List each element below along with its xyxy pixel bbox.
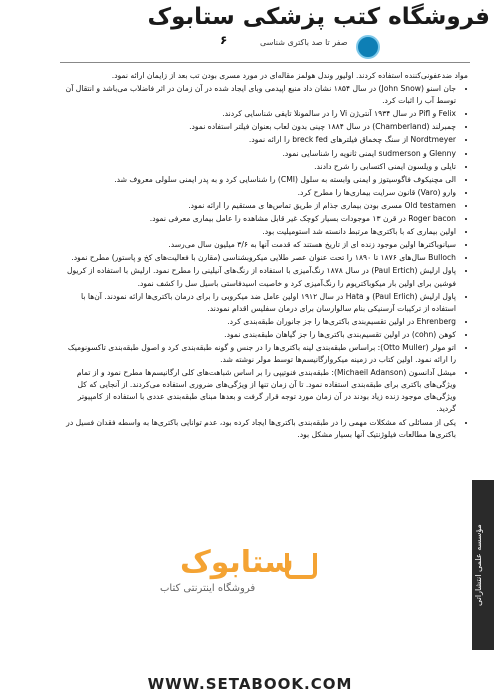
watermark-subtitle: فروشگاه اینترنتی کتاب [160, 583, 256, 594]
list-item: • Old testamen مسری بودن بیماری جذام از طریق تماس‌ها ی مستقیم را ارائه نمود. [60, 200, 456, 212]
book-subtitle: صفر تا صد باکتری شناسی [260, 38, 348, 47]
list-item: • Roger bacon در قرن ۱۳ موجودات بسیار کوچک غیر قابل مشاهده را عامل بیماری معرفی نمود. [60, 213, 456, 225]
history-list [60, 83, 468, 441]
list-item: • Bulloch سال‌های ۱۸۷۶ تا ۱۸۹۰ را تحت عنوان عصر طلایی میکروبشناسی (مقارن با فعالیت‌های کخ و پاستور) مطرح نمود. [60, 252, 456, 264]
list-item: • میشل آدانسون (Michaeil Adanson): طبقه‌بندی فنوتیپی را بر اساس شباهت‌های کلی ارگانیسم‌ها مطرح نمود و از تمام ویژگی‌های باکتری برای طبقه‌بندی استفاده نمود. تا آن زمان تنها از ویژگی‌های ضروری استفاده می‌کردند. از آنجایی که کل ویژگی‌های موجود زنده زیاد بودند در آن زمان مورد توجه قرار گرفت و بعدها مبنای طبقه‌بندی عددی با استفاده از کامپیوتر گردید. [60, 367, 456, 415]
intro-paragraph: مواد ضدعفونی‌کننده استفاده کردند. اولیور وندل هولمز مقاله‌ای در مورد مسری بودن تب بعد از زایمان ارائه نمود. [111, 71, 468, 80]
list-item: • اولین بیماری که با باکتری‌ها مرتبط دانسته شد استومیلیت بود. [60, 226, 456, 238]
footer-website-url: WWW.SETABOOK.COM [147, 675, 353, 693]
list-item: • Ehrenberg در اولین تقسیم‌بندی باکتری‌ها را جز جانوران طبقه‌بندی کرد. [60, 316, 456, 328]
list-item: • سیانوباکترها اولین موجود زنده ای از تاریخ هستند که قدمت آنها به ۳/۶ میلیون سال می‌رسد. [60, 239, 456, 251]
list-item: • وارو (Varo) قانون سرایت بیماری‌ها را مطرح کرد. [60, 187, 456, 199]
list-item: • یکی از مسائلی که مشکلات مهمی را در طبقه‌بندی باکتری‌ها ایجاد کرده بود، عدم توانایی باکتری‌ها به واسطه فقدان فسیل در باکتری‌ها مطالعات فیلوژنتیک آنها بسیار مشکل بود. [60, 417, 456, 441]
page-body [60, 70, 468, 442]
publisher-sidebar-text: مؤسسه علمی انتشاراتی [474, 524, 483, 606]
list-item: • کوهن (cohn) در اولین تقسیم‌بندی باکتری‌ها را جز گیاهان طبقه‌بندی نمود. [60, 329, 456, 341]
page-number: ۶ [220, 33, 228, 47]
list-item: • پاول ارلیش (Paul Erlich) و Hata در سال ۱۹۱۲ اولین عامل ضد میکروبی را برای درمان باکتری‌ها ارائه نمودند. آن‌ها با استفاده از ترکیبات آرسنیکی بنام سالوارسان برای درمان سفلیس اقدام نمودند. [60, 291, 456, 315]
list-item: • Felix و Pifl در سال ۱۹۳۴ آنتی‌ژن Vi را در سالمونلا تایفی شناسایی کردند. [60, 108, 456, 120]
list-item: • جان اسنو (John Snow) در سال ۱۸۵۴ نشان داد منبع اپیدمی وبای ایجاد شده در آن زمان در اثر فاضلاب می‌باشد و انتقال آن توسط آب را اثبات کرد. [60, 83, 456, 107]
watermark-brand: ستابوک [180, 545, 294, 580]
store-watermark [140, 545, 320, 605]
list-item: • الی مچنیکوف فاگوسیتوز و ایمنی وابسته به سلول (CMI) را شناسایی کرد و به پدر ایمنی سلولی معروف شد. [60, 174, 456, 186]
store-title: فروشگاه کتب پزشکی ستابوک [147, 4, 490, 30]
publisher-logo-icon [356, 35, 380, 59]
page-header [0, 0, 500, 62]
list-item: • Glenny و sudmerson ایمنی ثانویه را شناسایی نمود. [60, 148, 456, 160]
list-item: • اتو مولر (Otto Muller): براساس طبقه‌بندی لینه باکتری‌ها را در جنس و گونه طبقه‌بندی کرد و اصول طبقه‌بندی تاکسونومیک را ارائه نمود. اولین کتاب در زمینه میکروارگانیسم‌ها توسط مولر نوشته شد. [60, 342, 456, 366]
list-item: • پاول ارلیش (Paul Ertich) در سال ۱۸۷۸ رنگ‌آمیزی با استفاده از رنگ‌های آنیلینی را مطرح نمود. ارلیش با استفاده از کریول فوشین برای اولین بار میکوباکتریوم را رنگ‌آمیزی کرد و خاصیت اسیدفاستی باسیل سل را کشف نمود. [60, 265, 456, 289]
list-item: • تایلی و ویلسون ایمنی اکتسابی را شرح دادند. [60, 161, 456, 173]
list-item: • Nordtmeyer از سنگ چخماق فیلترهای breck fed را ارائه نمود. [60, 134, 456, 146]
list-item: • چمبرلند (Chamberland) در سال ۱۸۸۴ چینی بدون لعاب بعنوان فیلتر استفاده نمود. [60, 121, 456, 133]
header-divider [60, 62, 470, 63]
